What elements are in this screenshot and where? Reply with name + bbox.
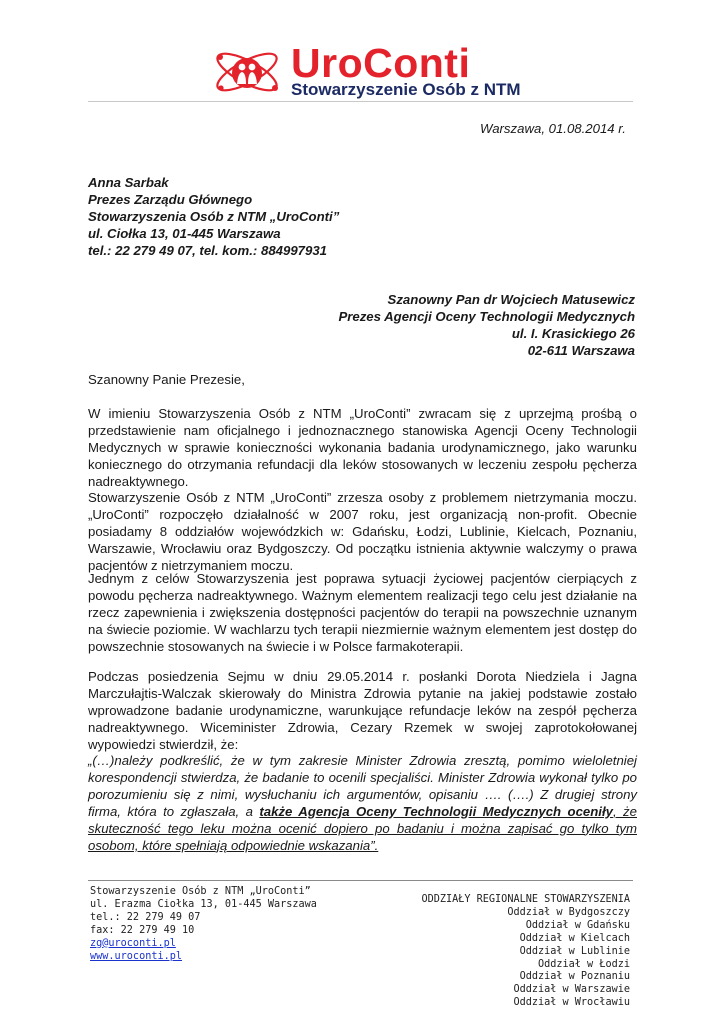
recipient-block bbox=[338, 292, 635, 360]
logo-subtitle: Stowarzyszenie Osób z NTM bbox=[291, 80, 521, 99]
recipient-title: Prezes Agencji Oceny Technologii Medycznych bbox=[338, 308, 635, 324]
greeting: Szanowny Panie Prezesie, bbox=[88, 372, 245, 387]
footer-contact bbox=[90, 886, 317, 963]
quote-block bbox=[88, 753, 637, 854]
recipient-street: ul. I. Krasickiego 26 bbox=[511, 325, 635, 341]
footer-fax: fax: 22 279 49 10 bbox=[90, 924, 195, 936]
branch-item: Oddział w Gdańsku bbox=[525, 919, 630, 931]
body-paragraph: Podczas posiedzenia Sejmu w dniu 29.05.2014 r. posłanki Dorota Niedziela i Jagna Marczułajtis-Walczak skierowały do Ministra Zdrowia pytanie na jakiej podstawie zostało wprowadzone badanie urodynamiczne, warunkujące refundacje leków na zespół pęcherza nadreaktywnego. Wiceminister Zdrowia, Cezary Rzemek w swojej zaprotokołowanej wypowiedzi stwierdził, że: bbox=[88, 669, 637, 752]
logo-title: UroConti bbox=[291, 40, 471, 86]
footer-address: ul. Erazma Ciołka 13, 01-445 Warszawa bbox=[90, 898, 317, 910]
body-paragraph: Stowarzyszenie Osób z NTM „UroConti” zrzesza osoby z problemem nietrzymania moczu. „UroConti” rozpoczęło działalność w 2007 roku, jest organizacją non-profit. Obecnie posiadamy 8 oddziałów wojewódzkich w: Gdańsku, Łodzi, Lublinie, Kielcach, Poznaniu, Warszawie, Wrocławiu oraz Bydgoszczy. Od początku istnienia aktywnie walczymy o prawa pacjentów z nietrzymaniem moczu. bbox=[88, 490, 637, 573]
quote-emphasis: także Agencja Oceny Technologii Medycznych oceniły bbox=[259, 803, 613, 819]
branch-item: Oddział w Warszawie bbox=[513, 984, 630, 996]
body-paragraph: Jednym z celów Stowarzyszenia jest poprawa sytuacji życiowej pacjentów cierpiących z powodu pęcherza nadreaktywnego. Ważnym elementem realizacji tego celu jest działanie na rzecz zapewnienia i zwiększenia dostępności pacjentów do terapii na powszechnie uznanym na świecie poziomie. W wachlarzu tych terapii niezmiernie ważnym elementem jest dostęp do powszechnie stosowanych na świecie i w Polsce farmakoterapii. bbox=[88, 571, 637, 654]
footer-branches bbox=[421, 894, 630, 1010]
sender-name: Anna Sarbak bbox=[88, 175, 169, 190]
quote-text: „(…)należy podkreślić, że w tym zakresie Minister Zdrowia zresztą, pomimo wieloletniej korespondencji stwierdza, że badanie to ocenili specjaliści. Minister Zdrowia wykonał tylko po porozumieniu się z nimi, wysłuchaniu ich argumentów, opisaniu …. (….) Z drugiej strony firma, która to zgłaszała, a bbox=[88, 753, 637, 819]
branch-item: Oddział w Bydgoszczy bbox=[507, 906, 630, 918]
body-paragraph: W imieniu Stowarzyszenia Osób z NTM „UroConti” zwracam się z uprzejmą prośbą o przedstawienie nam oficjalnego i jednoznacznego stanowiska Agencji Oceny Technologii Medycznych w sprawie konieczności wykonania badania urodynamicznego, jako warunku koniecznego do otrzymania refundacji dla leków stosowanych w leczeniu zespołu pęcherza nadreaktywnego. bbox=[88, 406, 637, 489]
branch-item: Oddział w Kielcach bbox=[519, 932, 630, 944]
branch-item: Oddział w Lublinie bbox=[519, 945, 630, 957]
branches-heading: ODDZIAŁY REGIONALNE STOWARZYSZENIA bbox=[421, 894, 630, 905]
branch-item: Oddział w Wrocławiu bbox=[513, 997, 630, 1009]
sender-phone: tel.: 22 279 49 07, tel. kom.: 884997931 bbox=[88, 242, 327, 258]
letter-date: Warszawa, 01.08.2014 r. bbox=[480, 121, 626, 136]
logo bbox=[211, 40, 521, 104]
sender-block bbox=[88, 175, 339, 260]
footer-email-link[interactable]: zg@uroconti.pl bbox=[90, 937, 176, 949]
quote-underlined-text: , że skuteczność tego leku można ocenić dopiero po badaniu i można zapisać go tylko tym osobom, które spełniają odpowiednie wskazania”. bbox=[88, 803, 637, 853]
uroconti-emblem-icon bbox=[211, 44, 289, 100]
footer-phone: tel.: 22 279 49 07 bbox=[90, 911, 201, 923]
sender-organization: Stowarzyszenia Osób z NTM „UroConti” bbox=[88, 208, 340, 224]
sender-address: ul. Ciołka 13, 01-445 Warszawa bbox=[88, 225, 281, 241]
footer-website-link[interactable]: www.uroconti.pl bbox=[90, 950, 183, 962]
branch-item: Oddział w Poznaniu bbox=[519, 971, 630, 983]
sender-title: Prezes Zarządu Głównego bbox=[88, 191, 253, 207]
footer-divider bbox=[88, 880, 633, 881]
header-divider bbox=[88, 101, 633, 102]
recipient-city: 02-611 Warszawa bbox=[527, 342, 635, 358]
recipient-name: Szanowny Pan dr Wojciech Matusewicz bbox=[387, 292, 635, 307]
branch-item: Oddział w Łodzi bbox=[537, 958, 630, 970]
footer-organization: Stowarzyszenie Osób z NTM „UroConti” bbox=[90, 886, 311, 897]
